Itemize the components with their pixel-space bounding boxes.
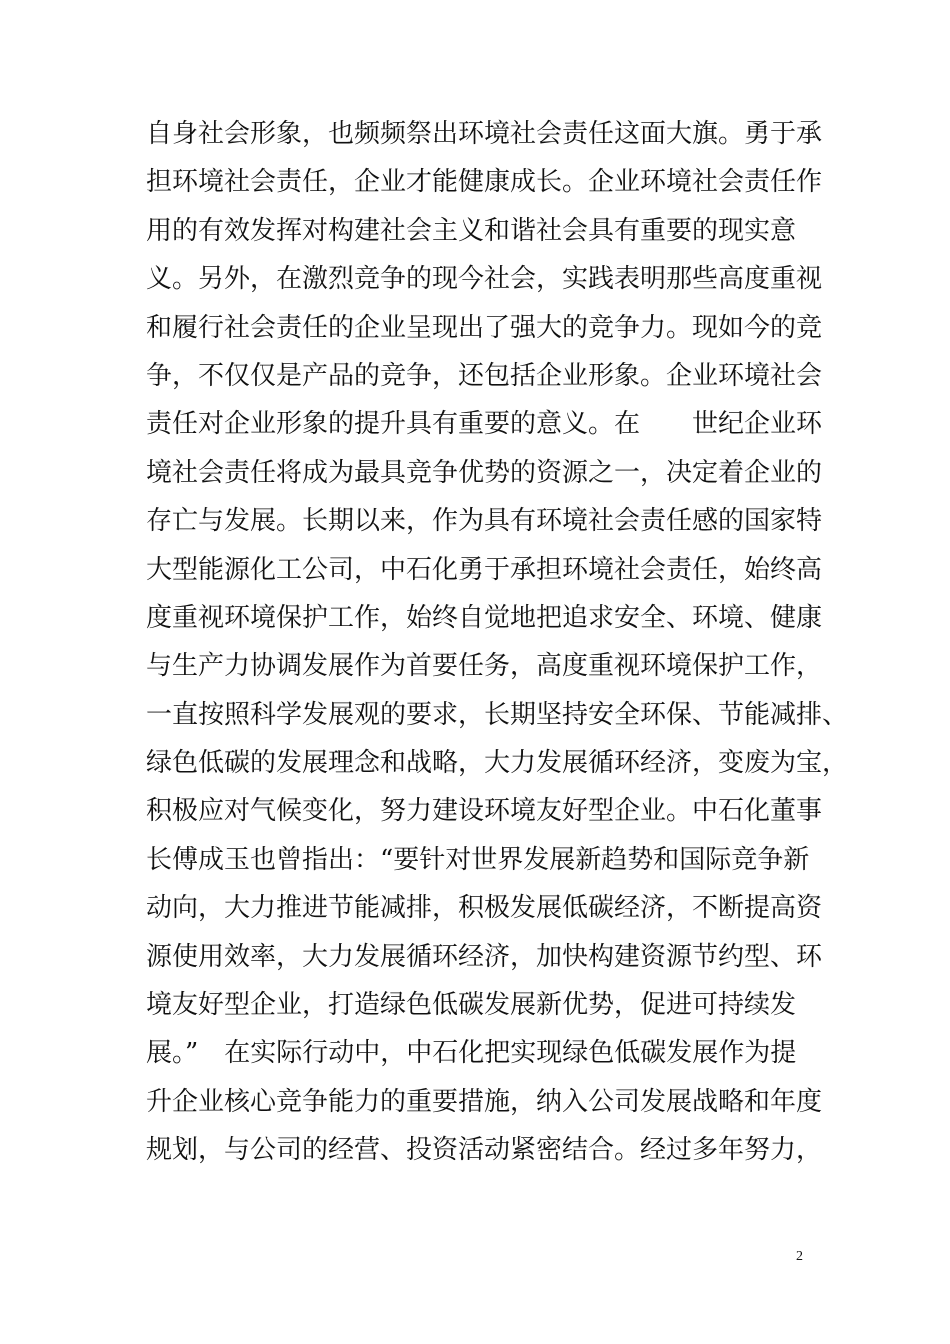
text-line: 大型能源化工公司，中石化勇于承担环境社会责任，始终高 <box>146 554 823 585</box>
text-line: 存亡与发展。长期以来，作为具有环境社会责任感的国家特 <box>146 506 823 537</box>
text-line: 动向，大力推进节能减排，积极发展低碳经济，不断提高资 <box>146 893 823 924</box>
text-line: 和履行社会责任的企业呈现出了强大的竞争力。现如今的竞 <box>146 312 823 343</box>
text-line: 自身社会形象，也频频祭出环境社会责任这面大旗。勇于承 <box>146 119 823 149</box>
text-line: 积极应对气候变化，努力建设环境友好型企业。中石化董事 <box>146 796 823 827</box>
text-line: 责任对企业形象的提升具有重要的意义。在 世纪企业环 <box>146 409 823 440</box>
text-line: 规划，与公司的经营、投资活动紧密结合。经过多年努力， <box>146 1135 823 1166</box>
text-line: 用的有效发挥对构建社会主义和谐社会具有重要的现实意 <box>146 215 797 246</box>
text-line: 升企业核心竞争能力的重要措施，纳入公司发展战略和年度 <box>146 1086 823 1117</box>
text-line: 源使用效率，大力发展循环经济，加快构建资源节约型、环 <box>146 941 823 972</box>
text-line: 度重视环境保护工作，始终自觉地把追求安全、环境、健康 <box>146 602 823 633</box>
text-line: 长傅成玉也曾指出：“要针对世界发展新趋势和国际竞争新 <box>146 844 810 875</box>
text-line: 担环境社会责任，企业才能健康成长。企业环境社会责任作 <box>146 167 823 198</box>
text-line: 争，不仅仅是产品的竞争，还包括企业形象。企业环境社会 <box>146 360 823 391</box>
text-line: 与生产力协调发展作为首要任务，高度重视环境保护工作， <box>146 651 823 682</box>
text-line: 绿色低碳的发展理念和战略，大力发展循环经济，变废为宝， <box>146 748 849 779</box>
text-line: 展。” 在实际行动中，中石化把实现绿色低碳发展作为提 <box>146 1038 797 1069</box>
body-paragraph <box>146 110 849 1175</box>
text-line: 境社会责任将成为最具竞争优势的资源之一，决定着企业的 <box>146 457 823 488</box>
text-line: 境友好型企业，打造绿色低碳发展新优势，促进可持续发 <box>146 990 797 1021</box>
text-line: 一直按照科学发展观的要求，长期坚持安全环保、节能减排、 <box>146 699 849 730</box>
text-line: 义。另外，在激烈竞争的现今社会，实践表明那些高度重视 <box>146 264 823 295</box>
page-number: 2 <box>796 1249 803 1264</box>
